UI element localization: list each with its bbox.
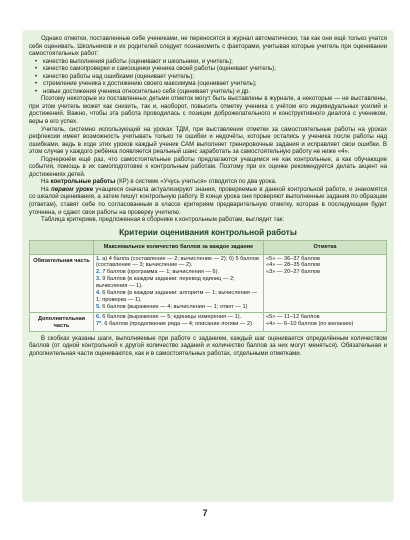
item-number: 6. — [96, 313, 101, 320]
table-header-row — [30, 240, 387, 254]
mark-line: «4» — 28–35 баллов — [266, 262, 321, 269]
paragraph-3: Учитель, системно использующий на уроках ТДМ, при выставлении отметки за самостоятельные работы на уроках рефлексии имеет возможность учитывать только те ошибки и недочёты, которые остались у ученика после работы над ошибками, ведь в ходе этих уроков каждый ученик САМ выполняет тренировочные задания и исправляет свои ошибки. В этом случае у каждого ребёнка появляется реальный шанс заработать за самостоятельную работу не ниже «4». — [29, 125, 387, 156]
factor-item: • стремление ученика к достижению своего максимума (оценивает учитель); — [43, 80, 387, 88]
paragraph-8: В скобках указаны шаги, выполняемые при работе с заданием, каждый шаг оценивается определённым количеством баллов (от одной контрольной к другой количество заданий и количество баллов за них могут меняться). Обязательная и дополнительная части оцениваются, как и в самостоятельных работах, отдельными отметками. — [29, 334, 387, 357]
required-items — [94, 254, 264, 312]
paragraph-4: Подчеркнём ещё раз, что самостоятельные работы предлагаются учащимся не как контрольные, а как обучающие события, помощь в их самоподготовке к контрольным работам. Поэтому при их оценке рекомендуется делать акцент на достижениях детей. — [29, 155, 387, 178]
item-text: а) 4 балла (составление — 2; вычисление — 2); б) 5 баллов (составление — 3; вычисление — 2). — [96, 255, 259, 269]
p5-text: На — [41, 178, 51, 186]
extra-items — [94, 312, 264, 331]
criteria-table — [29, 240, 387, 332]
extra-part-label: Дополнительная часть — [30, 312, 94, 331]
list-item — [96, 314, 261, 321]
table-title: Критерии оценивания контрольной работы — [119, 227, 297, 237]
item-text: 6 баллов (выражение — 5; единицы измерения — 1). — [102, 313, 242, 320]
p5-bold: контрольные работы — [50, 178, 116, 186]
mark-line: «5» — 11–12 баллов — [266, 313, 320, 320]
factor-item: • новые достижения ученика относительно себя (оценивает учитель) и др. — [43, 88, 387, 96]
mark-line: «3» — 20–27 баллов — [266, 269, 321, 276]
factor-item: • качество работы над ошибками (оценивает учитель); — [43, 73, 387, 81]
factor-item: • качество самопроверки и самооценки ученика своей работы (оценивает учитель); — [43, 65, 387, 73]
factor-item: • качество выполнения работы (оценивают и школьники, и учитель); — [43, 58, 387, 66]
p6-text: На — [41, 185, 52, 193]
paragraph-7: Таблица критериев, предложенная в сборнике к контрольным работам, выглядит так: — [41, 216, 285, 224]
mark-line: «5» — 36–37 баллов — [266, 255, 321, 262]
item-text: 6 баллов (выражение — 4; вычисления — 1; ответ — 1) — [102, 303, 248, 310]
factor-list — [29, 58, 387, 96]
list-item — [96, 321, 261, 328]
item-text: 6 баллов (в каждом задании: алгоритм — 1; вычисления — 1; проверка — 1). — [96, 290, 257, 304]
item-number: 4. — [96, 290, 101, 297]
item-number: 5. — [96, 303, 101, 310]
p6-bold: первом уроке — [51, 185, 94, 193]
item-text: 9 баллов (в каждом задании: перевод единиц — 2; вычисления — 1). — [96, 276, 235, 290]
list-item — [96, 290, 261, 304]
header-mark: Отметка — [264, 240, 387, 254]
mark-line: «4» — 6–10 баллов (по желанию) — [266, 320, 354, 327]
header-max-points: Максимальное количество баллов за каждое задание — [94, 240, 264, 254]
item-text: 6 баллов (продолжение ряда — 4; описание логики — 2) — [104, 320, 252, 327]
item-number: 3. — [96, 276, 101, 283]
table-row-extra — [30, 312, 387, 331]
item-text: 7 баллов (программа — 1; вычисления — 6). — [102, 269, 220, 276]
paragraph-5 — [29, 178, 387, 186]
list-item — [96, 256, 261, 270]
item-number: 2. — [96, 269, 101, 276]
list-item — [96, 304, 261, 311]
list-item — [96, 276, 261, 290]
required-marks — [264, 254, 387, 312]
paragraph-6 — [29, 186, 387, 216]
item-number: 1. — [96, 255, 101, 262]
required-part-label: Обязательная часть — [30, 254, 94, 312]
table-row-required — [30, 254, 387, 312]
content-panel — [22, 30, 394, 502]
p6-rest: учащиеся сначала актуализируют знания, проверяемые в данной контрольной работе, и знакомятся со шкалой оценивания, а затем пишут контрольную работу. В конце урока они проверяют выполненные задания по образцам (ответам), ставят себе по согласованным в классе критериям предварительную отметку, которая в последующем будет уточнена, и сдают свои работы на проверку учителю. — [29, 185, 387, 216]
item-number: 7*. — [96, 320, 103, 327]
list-item — [96, 269, 261, 276]
extra-marks — [264, 312, 387, 331]
page-number: 7 — [202, 508, 208, 518]
paragraph-2: Поэтому некоторые из поставленных детьми отметок могут быть выставлены в журнале, а некоторые — не выставлены, при этом учитель может как снизить, так и, наоборот, повысить отметку ученика с учётом его индивидуальных усилий и достижений. Важно, чтобы эта работа проводилась с позиции доброжелательного и конструктивного диалога с учеником, веры в его успех. — [29, 95, 387, 126]
header-empty — [30, 240, 94, 254]
paragraph-1: Однако отметки, поставленные себе учениками, не переносятся в журнал автоматически, так как они ещё только учатся себя оценивать. Школьников и их родителей следует познакомить с факторами, учитывая которые учитель при оценивании самостоятельных работ: — [29, 35, 387, 58]
p5-rest: (КР) в системе «Учусь учиться» отводится по два урока. — [115, 178, 277, 186]
